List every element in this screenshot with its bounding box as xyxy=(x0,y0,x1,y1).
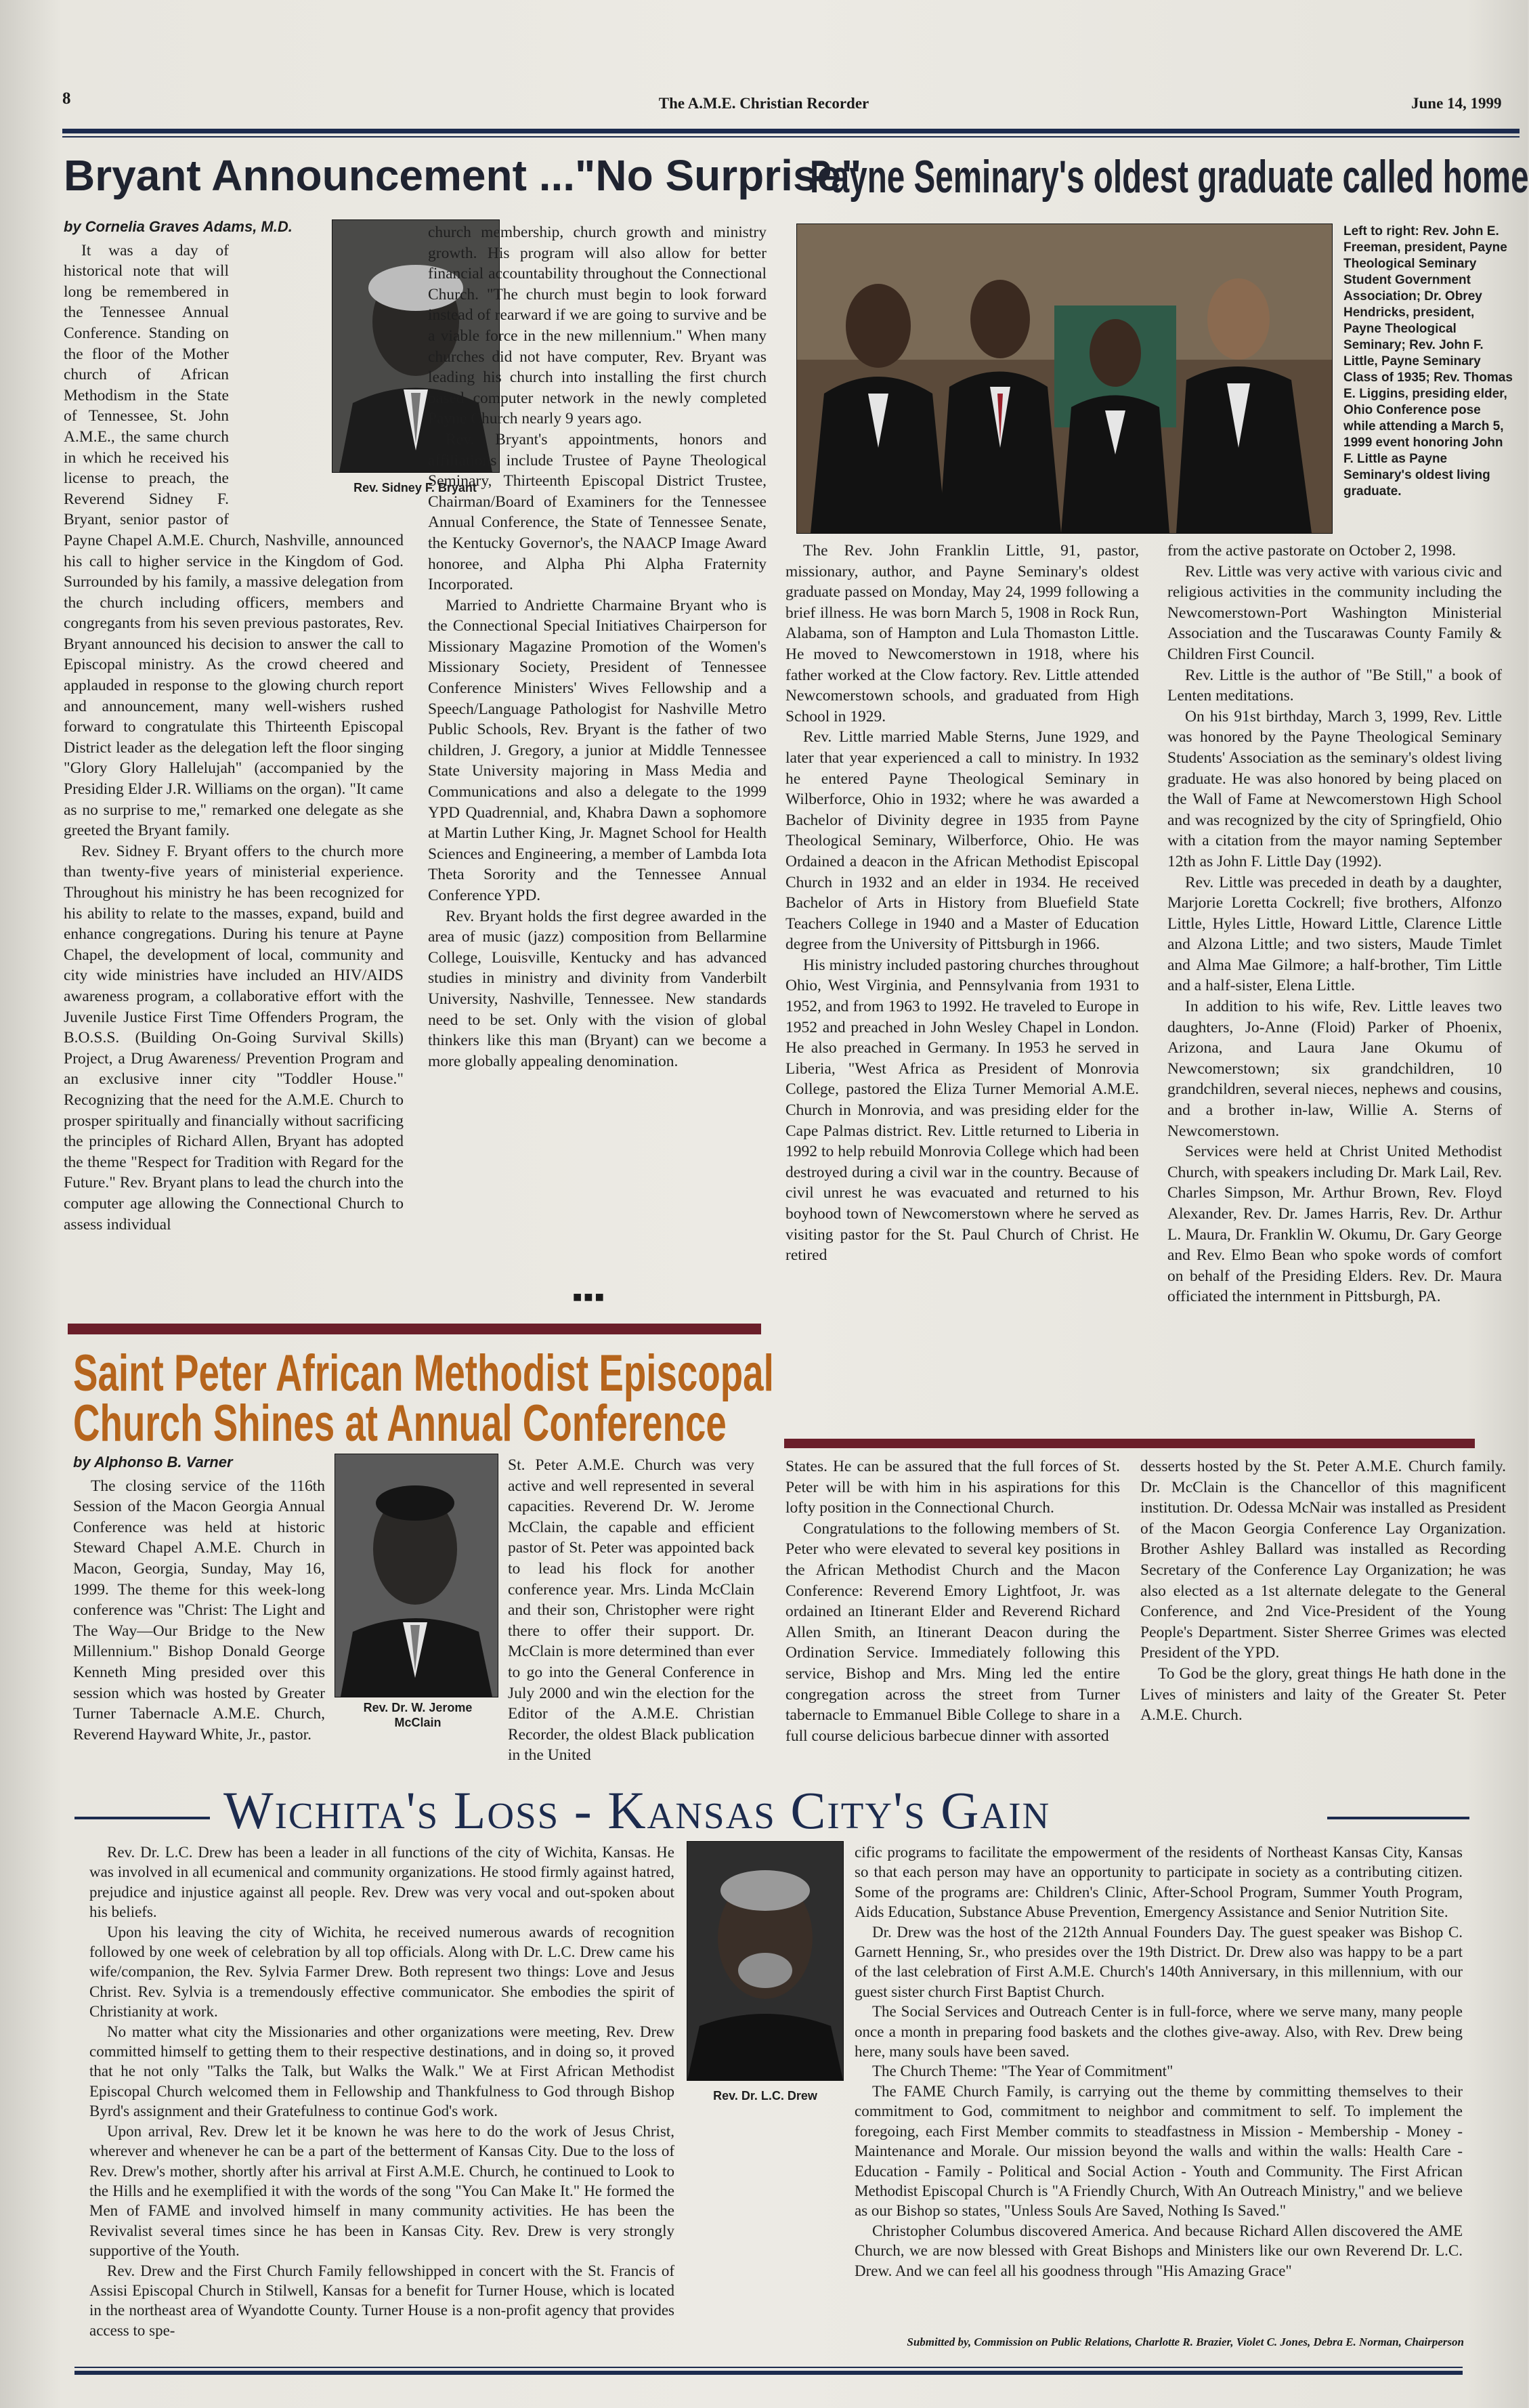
payne-column-1 xyxy=(785,541,1139,1421)
wichita-paragraph: Rev. Drew and the First Church Family fellowshipped in concert with the St. Francis of Assisi Episcopal Church in Stilwell, Kansas for a benefit for Turner House, which is located in the northeast area of Wyandotte County. Turner House is a non-profit agency that provides access to spe- xyxy=(89,2262,674,2339)
payne-paragraph: Rev. Little was very active with various civic and religious activities in the community including the Newcomerstown-Port Washington Ministerial Association and the Tuscarawas County Family & Children First Council. xyxy=(1167,562,1502,663)
payne-group-photo xyxy=(796,224,1333,534)
payne-paragraph: Rev. Little married Mable Sterns, June 1929, and later that year experienced a call to ministry. In 1932 he entered Payne Theological Seminary in Wilberforce, Ohio in 1932; where he was awarded a Bachelor of Divinity degree in 1935 from Payne Theological Seminary, Wilberforce, Ohio. He was Ordained a deacon in the African Methodist Episcopal Church in 1932 and an elder in 1934. He received Bachelor of Arts in History from Bluefield State Teachers College in 1940 and a Master of Education degree from the University of Pittsburgh in 1966. xyxy=(785,728,1139,954)
stpeter-right-rule xyxy=(784,1439,1475,1448)
wichita-paragraph: The Social Services and Outreach Center is in full-force, where we serve many, many people once a month in preparing food baskets and the clothes give-away. Also, with Rev. Drew being here, many souls have been saved. xyxy=(855,2003,1463,2061)
wichita-paragraph: Dr. Drew was the host of the 212th Annual Founders Day. The guest speaker was Bishop C. Garnett Henning, Sr., who presides over the 19th District. Dr. Drew also was happy to be a part of the last celebration of First A.M.E. Church's 140th Anniversary, in this millennium, with our guest sister church First Baptist Church. xyxy=(855,1923,1463,2000)
wichita-column-1 xyxy=(89,1842,674,2339)
stpeter-column-4 xyxy=(1140,1456,1506,1781)
payne-paragraph: On his 91st birthday, March 3, 1999, Rev. Little was honored by the Payne Theological Seminary Students' Association as the seminary's oldest living graduate. He was also honored by being placed on the Wall of Fame at Newcomerstown High School and was recognized by the city of Springfield, Ohio with a citation from the mayor naming September 12th as John F. Little Day (1992). xyxy=(1167,707,1502,870)
mcclain-photo-caption: Rev. Dr. W. Jerome McClain xyxy=(363,1701,473,1729)
stpeter-paragraph: States. He can be assured that the full forces of St. Peter will be with him in his aspirations for this lofty position in the Connectional Church. xyxy=(785,1458,1120,1517)
drew-photo xyxy=(687,1841,844,2081)
portrait-figure-icon xyxy=(335,1454,498,1697)
payne-paragraph: His ministry included pastoring churches throughout Ohio, West Virginia, and Pennsylvania from 1931 to 1952, and from 1963 to 1992. He traveled to Europe in 1952 and preached in John Wesley Chapel in London. He also preached in Germany. In 1953 he served in Liberia, "West Africa as President of Monrovia College, pastored the Eliza Turner Memorial A.M.E. Church in Monrovia, and was presiding elder for the Cape Palmas district. Rev. Little returned to Liberia in 1992 to help rebuild Monrovia College which had been destroyed during a civil war in the country. Because of civil unrest he was evacuated and returned to his boyhood town of Newcomerstown where he served as visiting pastor for the St. Paul Church of Christ. He retired xyxy=(785,956,1139,1265)
bryant-paragraph: Married to Andriette Charmaine Bryant who is the Connectional Special Initiatives Chairperson for Missionary Magazine Promotion of the Women's Missionary Society, President of Tennessee Conference Ministers' Wives Fellowship and a Speech/Language Pathologist for Nashville Metro Public Schools, Rev. Bryant is the father of two children, J. Gregory, a junior at Middle Tennessee State University majoring in Mass Media and Communications and also a delegate to the 1999 YPD Quadrennial, and, Khabra Dawn a sophomore at Martin Luther King, Jr. Magnet School for Health Sciences and Engineering, a member of Lambda Iota Theta Sorority and the Tennessee Annual Conference YPD. xyxy=(428,596,767,904)
stpeter-headline-line2: Church Shines at Annual Conference xyxy=(73,1395,727,1452)
stpeter-paragraph: To God be the glory, great things He hath done in the Lives of ministers and laity of the Greater St. Peter A.M.E. Church. xyxy=(1140,1664,1506,1725)
payne-paragraph: The Rev. John Franklin Little, 91, pastor, missionary, author, and Payne Seminary's oldest graduate passed on Monday, May 24, 1999 following a brief illness. He was born March 5, 1908 in Rock Run, Alabama, son of Hampton and Lula Thomaston Little. He moved to Newcomerstown in 1918, where his father worked at the Clow factory. Rev. Little attended Newcomerstown schools, and graduated from High School in 1929. xyxy=(785,542,1139,725)
wichita-paragraph: The Church Theme: "The Year of Commitment" xyxy=(872,2063,1173,2080)
wichita-submitted-by: Submitted by, Commission on Public Relations, Charlotte R. Brazier, Violet C. Jones, Debra E. Norman, Chairperson xyxy=(907,2336,1464,2348)
header-rule-thin xyxy=(62,136,1520,138)
payne-paragraph: Rev. Little is the author of "Be Still," a book of Lenten meditations. xyxy=(1167,666,1502,705)
page-number: 8 xyxy=(62,89,71,108)
stpeter-paragraph: The closing service of the 116th Session of the Macon Georgia Annual Conference was held at historic Steward Chapel A.M.E. Church in Macon, Georgia, Sunday, May 16, 1999. The theme for this week-long conference was "Christ: The Light and The Way—Our Bridge to the New Millennium." Bishop Donald George Kenneth Ming presided over this session which was hosted by Greater Turner Tabernacle A.M.E. Church, Reverend Hayward White, Jr., pastor. xyxy=(73,1477,325,1744)
wichita-paragraph: The FAME Church Family, is carrying out the theme by committing themselves to their commitment to God, commitment to neighbor and commitment to self. To implement the foregoing, each First Member commits to steadfastness in Mission - Membership - Money - Maintenance and Morale. Our mission beyond the walls and within the walls: Health Care - Education - Family - Political and Social Action - Youth and Community. The First African Methodist Episcopal Church is "A Friendly Church, With An Outreach Ministry," and we believe as our Bishop so states, "Unless Souls Are Saved, Nothing Is Saved." xyxy=(855,2082,1463,2220)
bryant-paragraph: church membership, church growth and ministry growth. His program will also allow for better financial accountability throughout the Connectional Church. "The church must begin to look forward instead of rearward if we are going to survive and be a viable force in the new millennium." When many churches did not have computer, Rev. Bryant was leading his church into installing the first church based computer network in the newly completed Payne Church nearly 9 years ago. xyxy=(428,224,767,428)
bryant-headline: Bryant Announcement ..."No Surprise" xyxy=(64,151,862,200)
group-portrait-icon xyxy=(797,224,1332,533)
wichita-paragraph: Rev. Dr. L.C. Drew has been a leader in all functions of the city of Wichita, Kansas. He was involved in all ecumenical and community organizations. He stood firmly against hatred, prejudice and injustice against all people. Rev. Drew was very vocal and out-spoken about his beliefs. xyxy=(89,1844,674,1921)
footer-rule-thick xyxy=(74,2371,1463,2375)
wichita-paragraph: Upon arrival, Rev. Drew let it be known he was here to do the work of Jesus Christ, wherever and whenever he can be a part of the betterment of Kansas City. Due to the loss of Rev. Drew's mother, shortly after his arrival at First A.M.E. Church, he continued to Look to the Hills and he exemplified it with the words of the song "You Can Make It." He formed the Men of FAME and involved himself in many community activities. He has been the Revivalist several times since he has been in Kansas City. Rev. Drew is very strongly supportive of the Youth. xyxy=(89,2122,674,2260)
stpeter-column-1 xyxy=(73,1452,325,1777)
stpeter-top-rule xyxy=(68,1324,761,1334)
header-rule-thick xyxy=(62,129,1520,133)
mcclain-photo xyxy=(335,1454,498,1697)
wichita-paragraph: Upon his leaving the city of Wichita, he received numerous awards of recognition followed by one week of celebration by all top officials. Along with Dr. L.C. Drew came his wife/companion, the Rev. Sylvia Farmer Drew. Both represent two things: Love and Jesus Christ. Rev. Sylvia is a tremendously effective communicator. She embodies the spirit of Christianity at work. xyxy=(89,1923,674,2021)
wichita-paragraph: Christopher Columbus discovered America. And because Richard Allen discovered the AME Church, we are now blessed with Great Bishops and Ministers like our own Reverend Dr. L.C. Drew. And we can feel all his goodness through "His Amazing Grace" xyxy=(855,2222,1463,2279)
issue-date: June 14, 1999 xyxy=(1411,95,1502,112)
drew-photo-caption: Rev. Dr. L.C. Drew xyxy=(713,2089,817,2103)
wichita-paragraph: No matter what city the Missionaries and other organizations were meeting, Rev. Drew committed himself to getting them to their respective destinations, and in doing so, it proved that he not only "Talks the Talk, but Walks the Walk." We at First African Methodist Episcopal Church welcomed them in Fellowship and Thankfulness to God through Bishop Byrd's assignment and their Gratefulness to continue God's work. xyxy=(89,2023,674,2120)
bryant-column-2 xyxy=(428,222,767,1292)
payne-paragraph: from the active pastorate on October 2, 1998. xyxy=(1167,542,1457,559)
wichita-right-rule xyxy=(1327,1817,1469,1819)
stpeter-column-3 xyxy=(785,1456,1120,1781)
bryant-paragraph: Rev. Bryant's appointments, honors and affiliations include Trustee of Payne Theological Seminary, Thirteenth Episcopal District Trustee, Chairman/Board of Examiners for the Tennessee Annual Conference, the State of Tennessee Senate, the Kentucky Governor's, the NAACP Image Award honoree, and Alpha Phi Alpha Fraternity Incorporated. xyxy=(428,430,767,594)
wichita-left-rule xyxy=(74,1817,210,1819)
payne-photo-caption: Left to right: Rev. John E. Freeman, president, Payne Theological Seminary Student Government Association; Dr. Obrey Hendricks, president, Payne Theological Seminary; Rev. John F. Little, Payne Seminary Class of 1935; Rev. Thomas E. Liggins, presiding elder, Ohio Conference pose while attending a March 5, 1999 event honoring John F. Little as Payne Seminary's oldest living graduate. xyxy=(1343,224,1513,499)
bryant-photo-caption: Rev. Sidney F. Bryant xyxy=(353,481,477,494)
bryant-column-1 xyxy=(64,217,404,1314)
stpeter-column-2 xyxy=(508,1455,754,1780)
stpeter-paragraph: St. Peter A.M.E. Church was very active and well represented in several capacities. Reverend Dr. W. Jerome McClain, the capable and efficient pastor of St. Peter was appointed back to lead his flock for another conference year. Mrs. Linda McClain and their son, Christopher were right there to offer their support. Dr. McClain is more determined than ever to go into the General Conference in July 2000 and win the election for the Editor of the A.M.E. Christian Recorder, the oldest Black publication in the United xyxy=(508,1456,754,1765)
stpeter-byline: by Alphonso B. Varner xyxy=(73,1454,233,1471)
bryant-paragraph: Rev. Sidney F. Bryant offers to the church more than twenty-five years of ministerial experience. Throughout his ministry he has been recognized for his ability to relate to the masses, expand, build and enhance congregations. During his tenure at Payne Chapel, the development of local, community and city wide ministries have included an HIV/AIDS awareness program, a collaborative effort with the Juvenile Justice First Time Offenders Program, the B.O.S.S. (Building On-Going Survival Skills) Project, a Drug Awareness/ Prevention Program and an exclusive inner city "Toddler House." Recognizing that the need for the A.M.E. Church to prosper spiritually and financially without sacrificing the principles of Richard Allen, Bryant has adopted the theme "Respect for Tradition with Regard for the Future." Rev. Bryant plans to lead the church into the computer age allowing the Connectional Church to assess individual xyxy=(64,842,404,1233)
stpeter-headline-line1: Saint Peter African Methodist Episcopal xyxy=(73,1345,774,1402)
bryant-byline: by Cornelia Graves Adams, M.D. xyxy=(64,218,293,235)
bryant-end-mark: ■■■ xyxy=(573,1288,606,1305)
payne-paragraph: Services were held at Christ United Methodist Church, with speakers including Dr. Mark Lail, Rev. Charles Simpson, Mr. Arthur Brown, Rev. Floyd Alexander, Rev. Dr. James Harris, Rev. Dr. Arthur L. Maura, Dr. Franklin W. Okumu, Dr. Gary George and Rev. Elmo Bean who spoke words of comfort on behalf of the Presiding Elders. Rev. Dr. Maura officiated the internment in Pittsburgh, PA. xyxy=(1167,1143,1502,1306)
wichita-column-2 xyxy=(855,1842,1463,2317)
portrait-figure-icon xyxy=(687,1842,843,2080)
payne-paragraph: Rev. Little was preceded in death by a daughter, Marjorie Loretta Cockrell; five brothers, Alfonzo Little, Hyles Little, Howard Little, Clarence Little and Alzona Little; and two sisters, Maude Timlet and Alma Mae Gilmore; a half-brother, Tim Little and a half-sister, Elena Little. xyxy=(1167,873,1502,995)
payne-headline: Payne Seminary's oldest graduate called home xyxy=(810,151,1529,203)
footer-rule-thin xyxy=(74,2367,1463,2368)
publication-name: The A.M.E. Christian Recorder xyxy=(658,95,869,112)
bryant-paragraph: It was a day of historical note that will long be remembered in the Tennessee Annual Conference. Standing on the floor of the Mother church of African Methodism in the State of Tennessee, St. John A.M.E., the same church in which he received his license to preach, the Reverend Sidney F. Bryant, senior pastor of Payne Chapel A.M.E. Church, Nashville, announced his call to higher service in the Kingdom of God. Surrounded by his family, a massive delegation from the church including officers, members and congregants from his seven previous pastorates, Rev. Bryant announced his decision to answer the call to Episcopal ministry. As the crowd cheered and applauded in response to the glowing church report and announcement, many well-wishers rushed forward to congratulate this Thirteenth Episcopal District leader as the delegation left the floor singing "Glory Glory Hallelujah" (accompanied by the Presiding Elder J.R. Williams on the organ). "It came as no surprise to me," remarked one delegate as she greeted the Bryant family. xyxy=(64,241,404,840)
stpeter-paragraph: desserts hosted by the St. Peter A.M.E. Church family. Dr. McClain is the Chancellor of this magnificent institution. Dr. Odessa McNair was installed as President of the Macon Georgia Conference Lay Organization. Brother Ashley Ballard was installed as Recording Secretary of the Conference Lay Organization; he was also elected as a 1st alternate delegate to the General Conference, and 2nd Vice-President of the Young People's Department. Sister Sherree Grimes was elected President of the YPD. xyxy=(1140,1458,1506,1662)
payne-column-2 xyxy=(1167,541,1502,1421)
bryant-paragraph: Rev. Bryant holds the first degree awarded in the area of music (jazz) composition from Bellarmine College, Louisville, Kentucky and has advanced studies in ministry and divinity from Vanderbilt University, Nashville, Tennessee. New standards need to be set. Only with the vision of global thinkers like this man (Bryant) can we become a more globally appealing denomination. xyxy=(428,907,767,1070)
wichita-headline: Wichita's Loss - Kansas City's Gain xyxy=(223,1781,1051,1840)
stpeter-paragraph: Congratulations to the following members of St. Peter who were elevated to several key positions in the African Methodist Church and the Macon Conference: Reverend Emory Lightfoot, Jr. was ordained an Itinerant Elder and Reverend Richard Allen Smith, an Itinerant Deacon during the Ordination Service. Immediately following this service, Bishop and Mrs. Ming led the entire congregation across the street from Turner tabernacle to Emmanuel Bible College to share in a full course delicious barbecue dinner with assorted xyxy=(785,1519,1120,1745)
payne-paragraph: In addition to his wife, Rev. Little leaves two daughters, Jo-Anne (Floid) Parker of Phoenix, Arizona, and Laura Jane Okumu of Newcomerstown; six grandchildren, 10 grandchildren, several nieces, nephews and cousins, and a brother in-law, Willie A. Sterns of Newcomerstown. xyxy=(1167,998,1502,1140)
wichita-paragraph: cific programs to facilitate the empowerment of the residents of Northeast Kansas City, Kansas so that each person may have an opportunity to participate in society as a contributing citizen. Some of the programs are: Children's Clinic, After-School Program, Summer Youth Program, Aids Education, Substance Abuse Prevention, Emergency Assistance and Senior Nutrition Site. xyxy=(855,1844,1463,1921)
